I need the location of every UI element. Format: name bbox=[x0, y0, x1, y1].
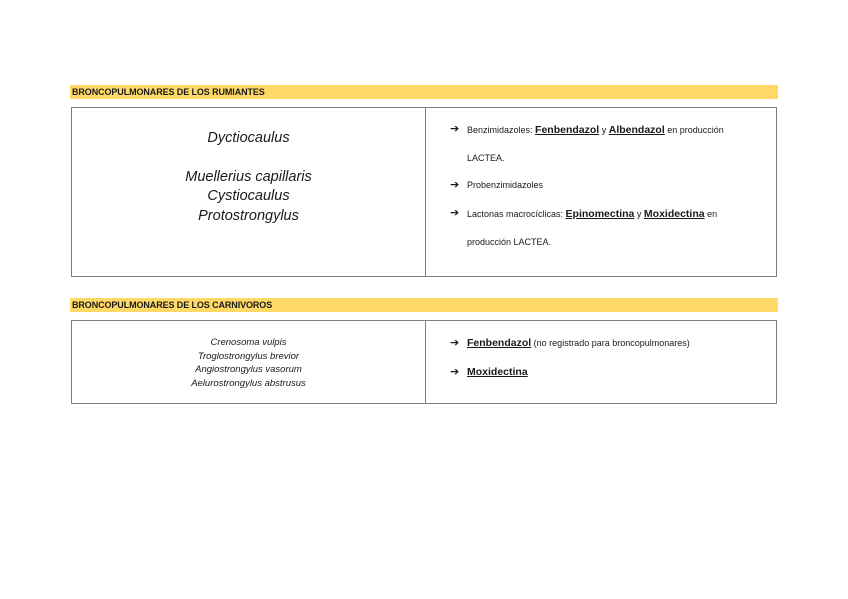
drug-fenbendazol: Fenbendazol bbox=[467, 337, 532, 349]
treatment-probenzimidazoles: Probenzimidazoles bbox=[467, 180, 544, 190]
treatment-lactonas: Lactonas macrocíclicas: Epinomectina y Moxidectina en bbox=[467, 208, 718, 220]
species-troglostrongylus: Troglostrongylus brevior bbox=[197, 350, 300, 362]
species-angiostrongylus: Angiostrongylus vasorum bbox=[195, 364, 302, 375]
treatment-moxidectina bbox=[467, 366, 528, 378]
species-muellerius: Muellerius capillaris bbox=[185, 168, 312, 185]
treatment-lactonas-continuation: producción LACTEA. bbox=[467, 237, 552, 247]
species-cystiocaulus: Cystiocaulus bbox=[207, 188, 290, 204]
drug-moxidectina: Moxidectina bbox=[467, 366, 528, 378]
species-crenosoma: Crenosoma vulpis bbox=[210, 337, 287, 348]
arrow-right-icon: ➔ bbox=[450, 365, 460, 378]
treatment-benzimidazoles-continuation: LACTEA. bbox=[467, 153, 505, 163]
treatment-cell-rumiantes bbox=[426, 108, 776, 276]
treatment-cell-carnivoros bbox=[426, 321, 776, 403]
section-title-carnivoros: BRONCOPULMONARES DE LOS CARNIVOROS bbox=[70, 298, 778, 312]
species-aelurostrongylus: Aelurostrongylus abstrusus bbox=[191, 377, 306, 389]
treatment-fenbendazol: Fenbendazol (no registrado para broncopulmonares) bbox=[467, 337, 690, 349]
treatment-benzimidazoles: Benzimidazoles: Fenbendazol y Albendazol en producción bbox=[467, 124, 724, 136]
arrow-right-icon: ➔ bbox=[450, 336, 460, 349]
arrow-right-icon: ➔ bbox=[450, 206, 460, 219]
section-title-rumiantes: BRONCOPULMONARES DE LOS RUMIANTES bbox=[70, 85, 778, 99]
table-carnivoros bbox=[71, 320, 777, 404]
species-cell-rumiantes bbox=[72, 108, 426, 276]
species-protostrongylus: Protostrongylus bbox=[198, 207, 299, 224]
drug-albendazol: Albendazol bbox=[608, 124, 665, 136]
arrow-right-icon: ➔ bbox=[450, 122, 460, 135]
arrow-right-icon: ➔ bbox=[450, 178, 460, 191]
table-rumiantes bbox=[71, 107, 777, 277]
drug-epinomectina: Epinomectina bbox=[565, 208, 635, 220]
species-cell-carnivoros bbox=[72, 321, 426, 403]
species-dyctiocaulus: Dyctiocaulus bbox=[207, 130, 290, 146]
drug-moxidectina: Moxidectina bbox=[643, 208, 705, 220]
drug-fenbendazol: Fenbendazol bbox=[535, 124, 600, 136]
